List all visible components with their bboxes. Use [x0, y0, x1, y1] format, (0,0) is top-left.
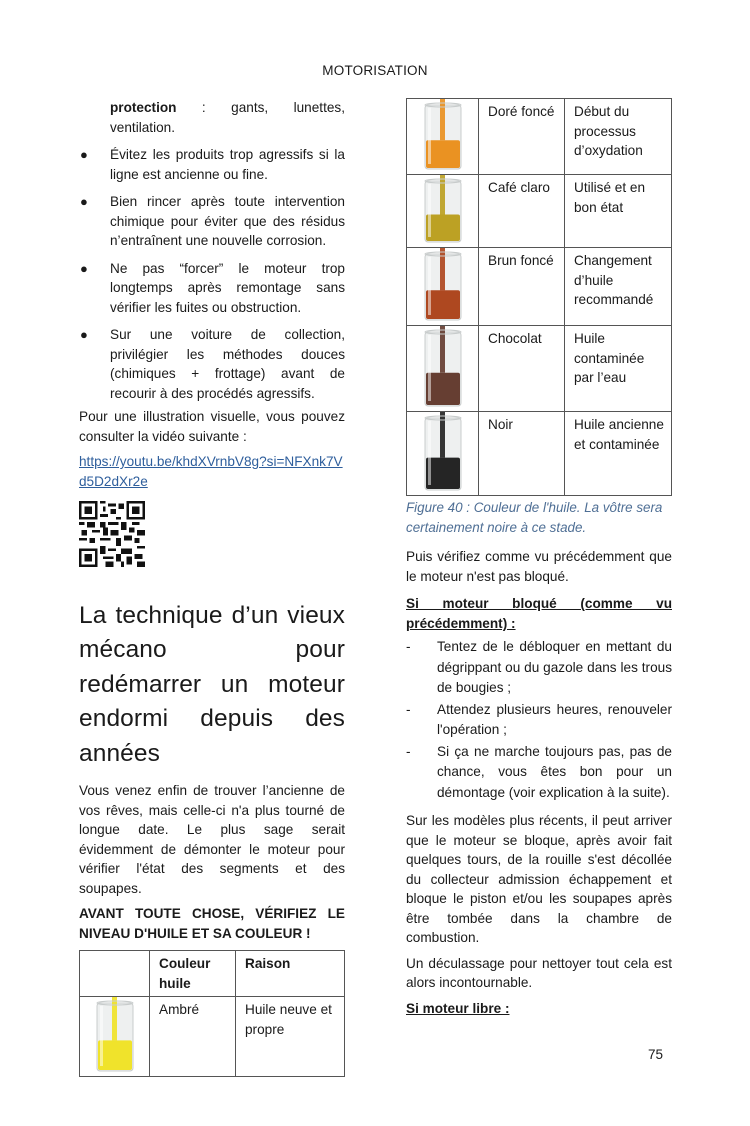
check-paragraph: Puis vérifiez comme vu précédemment que le moteur n'est pas bloqué.	[406, 549, 672, 584]
qr-code-icon	[79, 501, 145, 567]
table-row	[407, 99, 672, 175]
table-cell-reason: Huile contaminée par l’eau	[565, 326, 672, 412]
running-header: MOTORISATION	[322, 63, 428, 78]
list-item-text: Sur une voiture de collection, privilégier les méthodes douces (chimiques + frottage) avant de recourir à des procédés agressifs.	[110, 327, 345, 401]
oil-jar-icon	[90, 997, 140, 1075]
blocked-steps-list	[406, 637, 672, 803]
free-engine-heading: Si moteur libre :	[406, 1000, 510, 1016]
oil-warning: AVANT TOUTE CHOSE, VÉRIFIEZ LE NIVEAU D'HUILE ET SA COULEUR !	[79, 906, 345, 941]
dash-icon: -	[406, 701, 411, 717]
table-cell-color: Noir	[479, 412, 565, 496]
right-column	[406, 98, 672, 1024]
intro-paragraph: Vous venez enfin de trouver l’ancienne de vos rêves, mais celle-ci n'a plus tourné de longue date. Le plus sage serait évidemment de démonter le moteur pour vérifier l'état des segments et des soupapes.	[79, 783, 345, 896]
oil-color-table-continued	[406, 98, 672, 496]
jar-cell	[407, 99, 479, 175]
bullet-rest-text: : gants, lunettes, ventilation.	[110, 100, 345, 135]
left-column	[79, 98, 345, 1077]
precautions-list	[79, 145, 345, 403]
bullet-icon: ●	[80, 147, 88, 162]
table-cell-color: Doré foncé	[479, 99, 565, 175]
jar-cell	[80, 997, 150, 1077]
table-cell-color: Café claro	[479, 175, 565, 248]
list-item	[406, 700, 672, 741]
list-item	[79, 259, 345, 318]
oil-jar-icon	[418, 326, 468, 410]
table-row	[80, 997, 345, 1077]
decalamine-paragraph: Un déculassage pour nettoyer tout cela est alors incontournable.	[406, 955, 672, 990]
recent-models-paragraph: Sur les modèles plus récents, il peut arriver que le moteur se bloque, après avoir fait quelques tours, de la rouille s'est décollée du collecteur admission échappement et bloque le piston et/ou les soupapes après être tombée dans la chambre de combustion.	[406, 813, 672, 945]
table-header-row	[80, 951, 345, 997]
table-cell-color: Chocolat	[479, 326, 565, 412]
oil-jar-icon	[418, 99, 468, 173]
section-title: La technique d’un vieux mécano pour redémarrer un moteur endormi depuis des années	[79, 601, 345, 767]
dash-icon: -	[406, 743, 411, 759]
table-header-reason: Raison	[236, 951, 345, 997]
oil-jar-icon	[418, 248, 468, 324]
jar-cell	[407, 248, 479, 326]
table-row	[407, 175, 672, 248]
list-item	[79, 192, 345, 251]
dash-icon: -	[406, 639, 411, 654]
table-cell-color: Ambré	[150, 997, 236, 1077]
figure-caption: Figure 40 : Couleur de l'huile. La vôtre sera certainement noire à ce stade.	[406, 500, 663, 535]
bullet-icon: ●	[80, 194, 88, 209]
table-header-image	[80, 951, 150, 997]
table-cell-reason: Début du processus d’oxydation	[565, 99, 672, 175]
table-cell-reason: Huile neuve et propre	[236, 997, 345, 1077]
bullet-icon: ●	[80, 327, 88, 342]
table-cell-reason: Huile ancienne et contaminée	[565, 412, 672, 496]
list-item-text: Bien rincer après toute intervention chimique pour éviter que des résidus n’entraînent une nouvelle corrosion.	[110, 194, 345, 248]
list-item	[406, 637, 672, 699]
jar-cell	[407, 412, 479, 496]
bullet-continuation	[79, 98, 345, 137]
table-cell-color: Brun foncé	[479, 248, 565, 326]
list-item	[79, 325, 345, 403]
oil-color-table	[79, 950, 345, 1077]
oil-jar-icon	[418, 412, 468, 494]
list-item-text: Si ça ne marche toujours pas, pas de chance, vous êtes bon pour un démontage (voir explication à la suite).	[437, 743, 672, 800]
oil-jar-icon	[418, 175, 468, 246]
table-header-color: Couleur huile	[150, 951, 236, 997]
table-cell-reason: Changement d’huile recommandé	[565, 248, 672, 326]
video-intro: Pour une illustration visuelle, vous pouvez consulter la vidéo suivante :	[79, 409, 345, 444]
list-item	[79, 145, 345, 184]
page-number: 75	[648, 1047, 664, 1062]
jar-cell	[407, 326, 479, 412]
jar-cell	[407, 175, 479, 248]
blocked-heading: Si moteur bloqué (comme vu précédemment) :	[406, 596, 672, 631]
table-row	[407, 248, 672, 326]
bullet-bold-text: protection	[110, 100, 177, 115]
list-item-text: Attendez plusieurs heures, renouveler l'opération ;	[437, 701, 672, 737]
list-item	[406, 742, 672, 804]
table-row	[407, 326, 672, 412]
list-item-text: Ne pas “forcer” le moteur trop longtemps après remontage sans vérifier les fuites ou obstruction.	[110, 260, 345, 315]
video-link[interactable]: https://youtu.be/khdXVrnbV8g?si=NFXnk7Vd5D2dXr2e	[79, 454, 343, 489]
list-item-text: Tentez de le débloquer en mettant du dégrippant ou du gazole dans les trous de bougies ;	[437, 639, 672, 695]
list-item-text: Évitez les produits trop agressifs si la ligne est ancienne ou fine.	[110, 147, 345, 182]
bullet-icon: ●	[80, 260, 88, 276]
table-cell-reason: Utilisé et en bon état	[565, 175, 672, 248]
table-row	[407, 412, 672, 496]
